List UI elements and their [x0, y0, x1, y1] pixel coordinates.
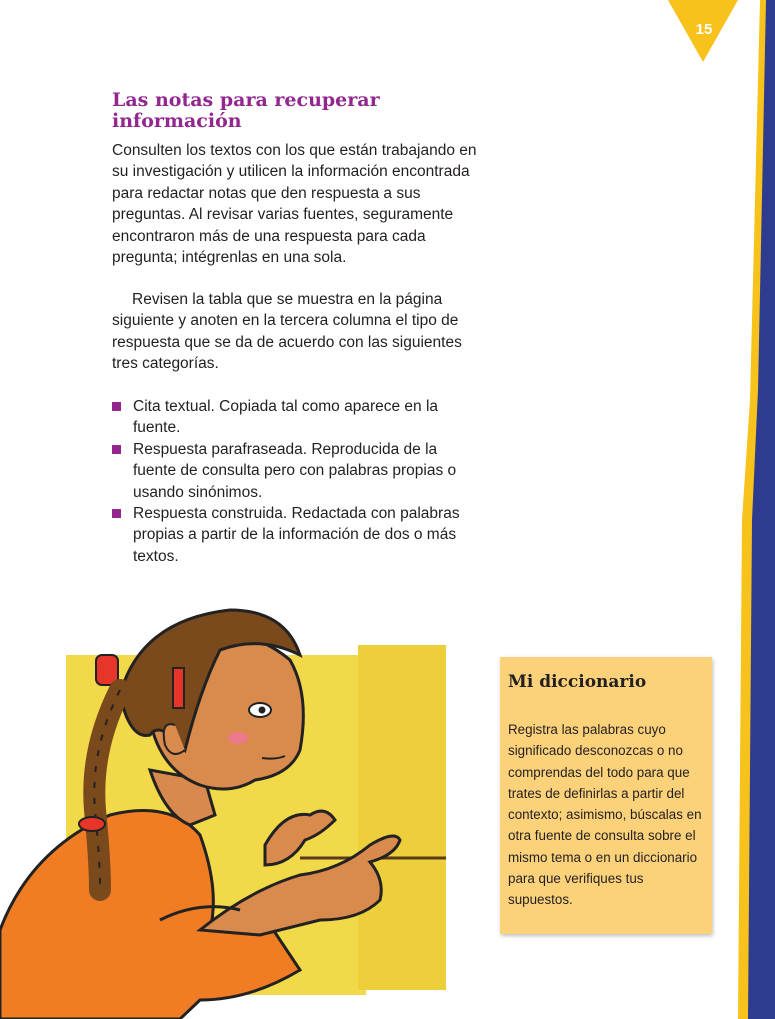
bullet-square-icon	[112, 509, 121, 518]
body-paragraph-2: Revisen la tabla que se muestra en la página siguiente y anoten en la tercera columna el tipo de respuesta que se da de acuerdo con las siguientes tres categorías.	[112, 291, 462, 373]
list-item-text: Respuesta parafraseada. Reproducida de la fuente de consulta pero con palabras propias o usando sinónimos.	[133, 440, 457, 501]
page-number: 15	[695, 21, 713, 38]
dictionary-box	[500, 657, 712, 934]
bullet-square-icon	[112, 402, 121, 411]
bullet-square-icon	[112, 445, 121, 454]
list-item	[112, 439, 484, 503]
page-edge-stripes	[728, 0, 775, 1019]
dictionary-text: Registra las palabras cuyo significado desconozcas o no comprendas del todo para que trates de definirlas a partir del contexto; asimismo, búscalas en otra fuente de consulta sobre el mismo tema o en un diccionario para que verifiques tus supuestos.	[508, 722, 702, 908]
list-item	[112, 396, 484, 439]
dictionary-title: Mi diccionario	[508, 672, 647, 692]
girl-illustration	[0, 600, 460, 1019]
list-item-text: Respuesta construida. Redactada con palabras propias a partir de la información de dos o más textos.	[133, 505, 460, 565]
list-item	[112, 503, 484, 567]
categories-list	[112, 396, 484, 567]
section-title: Las notas para recuperar información	[112, 89, 380, 132]
body-paragraph-1: Consulten los textos con los que están trabajando en su investigación y utilicen la información encontrada para redactar notas que den respuesta a sus preguntas. Al revisar varias fuentes, seguramente encontraron más de una respuesta para cada pregunta; intégrenlas en una sola.	[112, 142, 477, 267]
list-item-text: Cita textual. Copiada tal como aparece en la fuente.	[133, 398, 439, 437]
